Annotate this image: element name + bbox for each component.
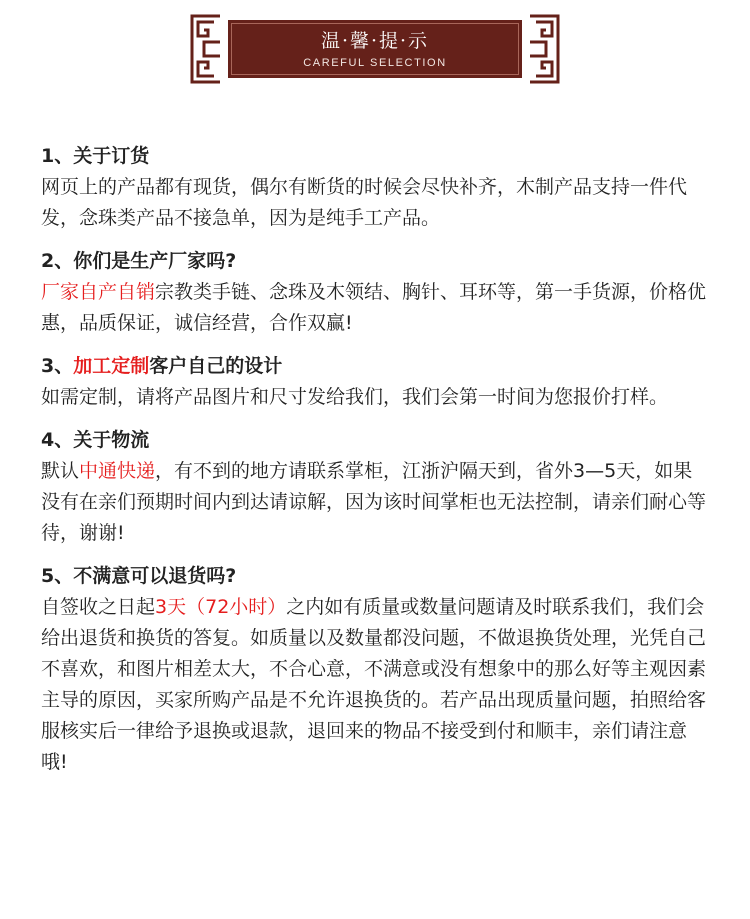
body-text: 自签收之日起 — [41, 596, 156, 618]
highlight-text: 厂家自产自销 — [41, 281, 156, 303]
section-body: 如需定制，请将产品图片和尺寸发给我们，我们会第一时间为您报价打样。 — [41, 386, 669, 408]
header-banner — [190, 14, 560, 84]
body-text: 宗教类手链、念珠及木领结、胸针、耳环等，第一手货源，价格优惠，品质保证，诚信经营，合作双赢! — [41, 281, 707, 334]
section-heading: 5、不满意可以退货吗? — [41, 565, 237, 587]
body-text: ，有不到的地方请联系掌柜，江浙沪隔天到，省外3—5天，如果没有在亲们预期时间内到达请谅解，因为该时间掌柜也无法控制，请亲们耐心等待，谢谢! — [41, 460, 707, 544]
header-subtitle: CAREFUL SELECTION — [303, 57, 447, 69]
left-fret-ornament-icon — [190, 14, 222, 84]
heading-prefix: 3、 — [41, 355, 74, 377]
section-heading: 1、关于订货 — [41, 145, 150, 167]
section-logistics — [41, 425, 711, 549]
header-title-box — [228, 20, 522, 78]
header-title: 温·馨·提·示 — [320, 30, 430, 52]
heading-highlight: 加工定制 — [73, 355, 150, 377]
section-heading: 2、你们是生产厂家吗? — [41, 250, 237, 272]
highlight-text: 3天（72小时） — [155, 596, 287, 618]
section-heading — [41, 351, 711, 382]
heading-rest: 客户自己的设计 — [149, 355, 283, 377]
body-text: 默认 — [41, 460, 80, 482]
section-body — [41, 592, 711, 778]
body-text: 之内如有质量或数量问题请及时联系我们，我们会给出退货和换货的答复。如质量以及数量都没问题，不做退换货处理，光凭自己不喜欢，和图片相差太大，不合心意，不满意或没有想象中的那么好等主观因素主导的原因，买家所购产品是不允许退换货的。若产品出现质量问题，拍照给客服核实后一律给予退换或退款，退回来的物品不接受到付和顺丰，亲们请注意哦! — [41, 596, 707, 773]
section-heading: 4、关于物流 — [41, 429, 150, 451]
section-customization — [41, 351, 711, 413]
section-returns — [41, 561, 711, 778]
section-manufacturer — [41, 246, 711, 339]
section-body — [41, 277, 711, 339]
highlight-text: 中通快递 — [79, 460, 156, 482]
section-body: 网页上的产品都有现货，偶尔有断货的时候会尽快补齐，木制产品支持一件代发，念珠类产品不接急单，因为是纯手工产品。 — [41, 176, 688, 229]
section-ordering — [41, 141, 711, 234]
section-body — [41, 456, 711, 549]
right-fret-ornament-icon — [528, 14, 560, 84]
notice-content — [41, 141, 711, 790]
